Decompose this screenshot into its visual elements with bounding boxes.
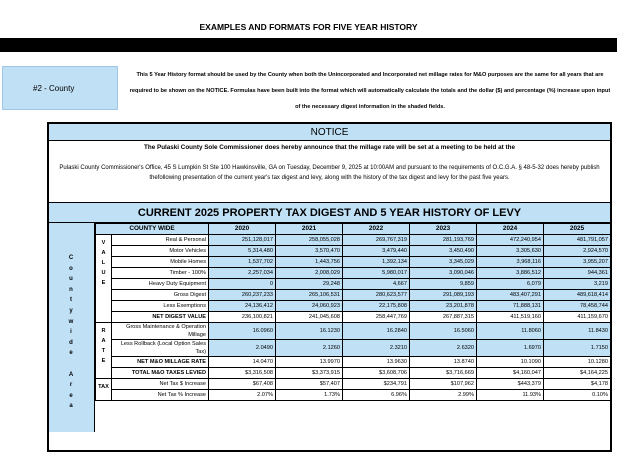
value-cell[interactable]: 9,859 bbox=[410, 279, 477, 290]
value-cell[interactable]: 5,314,480 bbox=[209, 246, 276, 257]
value-cell: 411,159,670 bbox=[544, 312, 611, 323]
value-cell[interactable]: 29,248 bbox=[276, 279, 343, 290]
value-cell[interactable]: 24,060,923 bbox=[276, 301, 343, 312]
header-year: 2020 bbox=[209, 224, 276, 235]
table-row bbox=[96, 357, 611, 368]
value-cell[interactable]: 472,240,954 bbox=[477, 235, 544, 246]
value-cell[interactable]: 3,886,512 bbox=[477, 268, 544, 279]
value-cell[interactable]: 2.0490 bbox=[209, 340, 276, 357]
table-row bbox=[96, 390, 611, 401]
value-cell[interactable]: 291,089,193 bbox=[410, 290, 477, 301]
table-row bbox=[96, 340, 611, 357]
side-letter: u bbox=[69, 276, 73, 283]
option-label: #2 - County bbox=[2, 66, 118, 110]
table-row bbox=[96, 301, 611, 312]
value-cell[interactable]: 24,136,412 bbox=[209, 301, 276, 312]
value-cell[interactable]: 6,079 bbox=[477, 279, 544, 290]
digest-title: CURRENT 2025 PROPERTY TAX DIGEST AND 5 YEAR HISTORY OF LEVY bbox=[49, 202, 610, 223]
side-letter: e bbox=[69, 350, 73, 357]
value-cell: 10.1090 bbox=[477, 357, 544, 368]
digest-table-area bbox=[49, 223, 610, 432]
group-tax-label: TAX bbox=[96, 379, 112, 401]
value-cell[interactable]: 16.1230 bbox=[276, 323, 343, 340]
value-cell: 411,519,160 bbox=[477, 312, 544, 323]
value-cell[interactable]: 5,980,017 bbox=[343, 268, 410, 279]
group-letter: A bbox=[101, 250, 106, 256]
value-cell: 6.96% bbox=[343, 390, 410, 401]
value-cell[interactable]: 260,237,233 bbox=[209, 290, 276, 301]
value-cell: 11.93% bbox=[477, 390, 544, 401]
value-cell[interactable]: 2,924,570 bbox=[544, 246, 611, 257]
row-label: Heavy Duty Equipment bbox=[112, 279, 209, 290]
value-cell[interactable]: 2,257,034 bbox=[209, 268, 276, 279]
value-cell[interactable]: 281,193,769 bbox=[410, 235, 477, 246]
side-letter: A bbox=[68, 371, 74, 378]
row-label: Net Tax $ Increase bbox=[112, 379, 209, 390]
table-row bbox=[96, 323, 611, 340]
value-cell: 13.8740 bbox=[410, 357, 477, 368]
digest-table bbox=[95, 223, 611, 401]
side-letter: n bbox=[69, 286, 73, 293]
value-cell[interactable]: 3,955,207 bbox=[544, 257, 611, 268]
table-row bbox=[96, 368, 611, 379]
value-cell: 14.0470 bbox=[209, 357, 276, 368]
countywide-side-panel bbox=[49, 223, 95, 432]
value-cell: 241,045,608 bbox=[276, 312, 343, 323]
value-cell[interactable]: 2.6320 bbox=[410, 340, 477, 357]
value-cell[interactable]: 3,345,029 bbox=[410, 257, 477, 268]
row-label: Net Tax % Increase bbox=[112, 390, 209, 401]
value-cell[interactable]: 78,458,744 bbox=[544, 301, 611, 312]
header-year: 2022 bbox=[343, 224, 410, 235]
value-cell[interactable]: 3,570,470 bbox=[276, 246, 343, 257]
value-cell: $3,373,915 bbox=[276, 368, 343, 379]
row-label: NET M&O MILLAGE RATE bbox=[112, 357, 209, 368]
value-cell: 258,447,769 bbox=[343, 312, 410, 323]
row-label: NET DIGEST VALUE bbox=[112, 312, 209, 323]
notice-title: NOTICE bbox=[49, 124, 610, 141]
intro-text: This 5 Year History format should be used by the County when both the Unincorporated and Incorporated net millage rates for M&O purposes are the same for all years that are required to be shown on the NOTICE. Formulas have been built into the format which will automatically calculate the totals and the dollar ($) and percentage (%) increase upon input of the necessary digest information in the shaded fields. bbox=[129, 72, 611, 110]
value-cell[interactable]: 265,106,531 bbox=[276, 290, 343, 301]
group-letter: T bbox=[101, 348, 106, 354]
value-cell[interactable]: 1,443,756 bbox=[276, 257, 343, 268]
value-cell: 10.1280 bbox=[544, 357, 611, 368]
value-cell: 1.73% bbox=[276, 390, 343, 401]
value-cell[interactable]: 22,175,808 bbox=[343, 301, 410, 312]
value-cell: $3,316,508 bbox=[209, 368, 276, 379]
value-cell: $57,407 bbox=[276, 379, 343, 390]
notice-frame bbox=[47, 122, 612, 452]
header-year: 2024 bbox=[477, 224, 544, 235]
side-letter: C bbox=[68, 255, 74, 261]
value-cell[interactable]: 2.3210 bbox=[343, 340, 410, 357]
table-row bbox=[96, 312, 611, 323]
value-cell: 0.10% bbox=[544, 390, 611, 401]
side-letter: a bbox=[69, 403, 73, 410]
row-label: Gross Maintenance & Operation Millage bbox=[112, 323, 209, 340]
value-cell[interactable]: 2.1260 bbox=[276, 340, 343, 357]
page-title: EXAMPLES AND FORMATS FOR FIVE YEAR HISTORY bbox=[199, 22, 418, 32]
header-year: 2023 bbox=[410, 224, 477, 235]
value-cell[interactable]: 3,968,116 bbox=[477, 257, 544, 268]
side-letter: w bbox=[68, 318, 74, 325]
side-letter: i bbox=[70, 329, 72, 336]
notice-line1: The Pulaski County Sole Commissioner does hereby announce that the millage rate will be set at a meeting to be held at the bbox=[144, 144, 515, 151]
value-cell[interactable]: 23,201,878 bbox=[410, 301, 477, 312]
value-cell: $4,178 bbox=[544, 379, 611, 390]
value-cell[interactable]: 251,128,017 bbox=[209, 235, 276, 246]
side-label-letters bbox=[65, 253, 77, 412]
value-cell[interactable]: 269,767,319 bbox=[343, 235, 410, 246]
value-cell: $67,408 bbox=[209, 379, 276, 390]
table-row bbox=[96, 246, 611, 257]
group-letter: R bbox=[101, 328, 106, 334]
value-cell: $4,160,047 bbox=[477, 368, 544, 379]
value-cell: 267,887,315 bbox=[410, 312, 477, 323]
header-year: 2025 bbox=[544, 224, 611, 235]
table-row bbox=[96, 257, 611, 268]
value-cell[interactable]: 3,090,046 bbox=[410, 268, 477, 279]
side-letter bbox=[65, 359, 77, 370]
value-cell[interactable]: 3,479,440 bbox=[343, 246, 410, 257]
side-letter: o bbox=[69, 265, 73, 272]
value-cell[interactable]: 11.8430 bbox=[544, 323, 611, 340]
value-cell[interactable]: 1,537,702 bbox=[209, 257, 276, 268]
value-cell[interactable]: 4,667 bbox=[343, 279, 410, 290]
side-letter: r bbox=[69, 382, 73, 389]
value-cell[interactable]: 944,361 bbox=[544, 268, 611, 279]
group-rate-label bbox=[96, 323, 112, 379]
value-cell: 236,100,821 bbox=[209, 312, 276, 323]
group-letter: E bbox=[101, 280, 106, 286]
row-label: Real & Personal bbox=[112, 235, 209, 246]
row-label: Less Rollback (Local Option Sales Tax) bbox=[112, 340, 209, 357]
value-cell[interactable]: 483,407,291 bbox=[477, 290, 544, 301]
value-cell[interactable]: 280,623,577 bbox=[343, 290, 410, 301]
header-year: 2021 bbox=[276, 224, 343, 235]
value-cell: 13.9630 bbox=[343, 357, 410, 368]
table-row bbox=[96, 290, 611, 301]
table-header-row bbox=[96, 224, 611, 235]
group-letter: E bbox=[101, 358, 106, 364]
row-label: TOTAL M&O TAXES LEVIED bbox=[112, 368, 209, 379]
group-letter: V bbox=[101, 240, 106, 246]
row-label: Gross Digest bbox=[112, 290, 209, 301]
value-cell[interactable]: 1,392,134 bbox=[343, 257, 410, 268]
group-letter: L bbox=[101, 260, 106, 266]
value-cell[interactable]: 489,618,414 bbox=[544, 290, 611, 301]
value-cell[interactable]: 1.7150 bbox=[544, 340, 611, 357]
table-row bbox=[96, 279, 611, 290]
value-cell[interactable]: 16.0960 bbox=[209, 323, 276, 340]
side-letter: t bbox=[70, 297, 72, 304]
row-label: Motor Vehicles bbox=[112, 246, 209, 257]
side-letter: d bbox=[69, 339, 73, 346]
value-cell[interactable]: 258,055,028 bbox=[276, 235, 343, 246]
value-cell[interactable]: 3,450,490 bbox=[410, 246, 477, 257]
value-cell: $4,164,225 bbox=[544, 368, 611, 379]
value-cell[interactable]: 2,008,029 bbox=[276, 268, 343, 279]
header-bar bbox=[0, 38, 617, 52]
value-cell: $3,716,669 bbox=[410, 368, 477, 379]
value-cell[interactable]: 71,888,131 bbox=[477, 301, 544, 312]
group-letter: A bbox=[101, 338, 106, 344]
value-cell: $234,791 bbox=[343, 379, 410, 390]
value-cell: 13.9970 bbox=[276, 357, 343, 368]
value-cell: $443,379 bbox=[477, 379, 544, 390]
value-cell[interactable]: 16.5060 bbox=[410, 323, 477, 340]
row-label: Less Exemptions bbox=[112, 301, 209, 312]
value-cell[interactable]: 0 bbox=[209, 279, 276, 290]
value-cell[interactable]: 481,791,057 bbox=[544, 235, 611, 246]
value-cell: 2.07% bbox=[209, 390, 276, 401]
notice-body: Pulaski County Commissioner's Office, 45 S Lumpkin St Ste 100 Hawkinsville, GA on Tuesday, December 9, 2025 at 10:00AM and pursuant to the requirements of O.C.G.A. § 48-5-32 does hereby publish thefollowing presentation of the current year's tax digest and levy, along with the history of the tax digest and levy for the past five years. bbox=[59, 165, 600, 181]
side-letter: e bbox=[69, 392, 73, 399]
row-label: Mobile Homes bbox=[112, 257, 209, 268]
table-row bbox=[96, 379, 611, 390]
value-cell[interactable]: 16.2840 bbox=[343, 323, 410, 340]
table-row bbox=[96, 268, 611, 279]
value-cell[interactable]: 3,219 bbox=[544, 279, 611, 290]
value-cell: $3,608,706 bbox=[343, 368, 410, 379]
table-row bbox=[96, 235, 611, 246]
row-label: Timber - 100% bbox=[112, 268, 209, 279]
value-cell[interactable]: 11.8060 bbox=[477, 323, 544, 340]
group-letter: U bbox=[101, 270, 106, 276]
value-cell: $107,962 bbox=[410, 379, 477, 390]
value-cell: 2.99% bbox=[410, 390, 477, 401]
value-cell[interactable]: 1.6970 bbox=[477, 340, 544, 357]
group-value-label bbox=[96, 235, 112, 323]
header-county-wide: COUNTY WIDE bbox=[96, 224, 209, 235]
side-letter: y bbox=[69, 307, 73, 314]
value-cell[interactable]: 3,305,630 bbox=[477, 246, 544, 257]
